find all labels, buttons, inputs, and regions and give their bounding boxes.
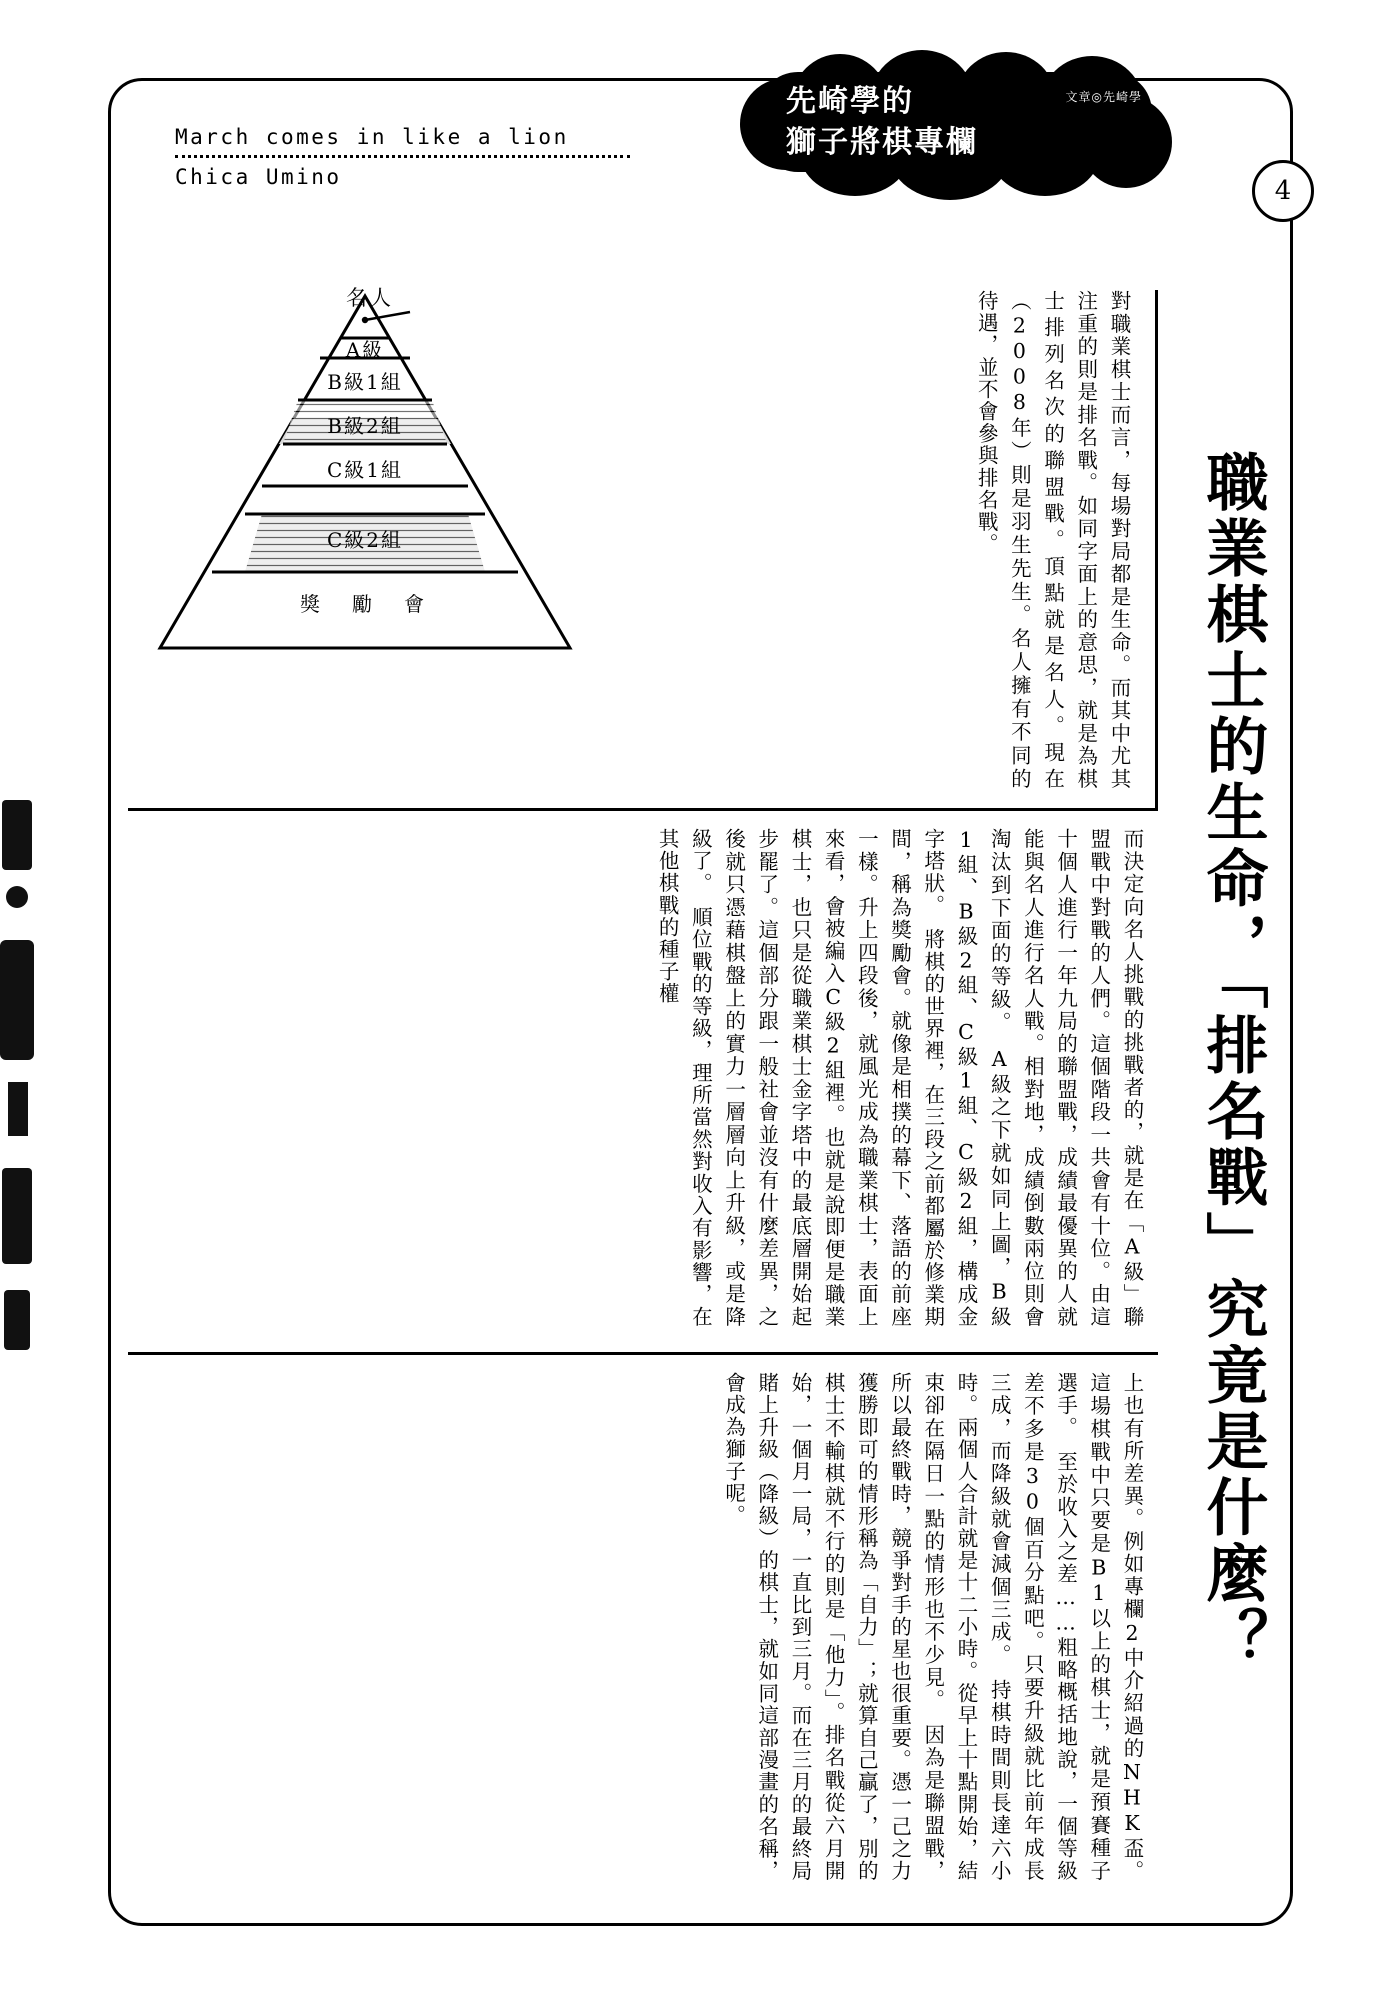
series-title-line1: March comes in like a lion xyxy=(175,125,569,149)
pyramid-tier-a: A級 xyxy=(345,338,385,362)
column-logo xyxy=(740,52,1170,192)
body-block-3: 上也有所差異。例如專欄2中介紹過的NHK盃。這場棋戰中只要是B1以上的棋士，就是預賽種子選手。 至於收入之差……粗略概括地說，一個等級差不多是30個百分點吧。只要升級就比前年成長三成，而降級就會減個三成。 持棋時間則長達六小時。兩個人合計就是十二小時。從早上十點開始，結束卻在隔日一點的情形也不少見。 因為是聯盟戰，所以最終戰時，競爭對手的星也很重要。憑一己之力獲勝即可的情形稱為「自力」；就算自己贏了，別的棋士不輸棋就不行的則是「他力」。排名戰從六月開始，一個月一局，一直比到三月。而在三月的最終局賭上升級（降級）的棋士，就如同這部漫畫的名稱，會成為獅子呢。 xyxy=(721,1372,1144,1882)
body-block-2: 而決定向名人挑戰的挑戰者的，就是在「A級」聯盟戰中對戰的人們。這個階段一共會有十位。由這十個人進行一年九局的聯盟戰，成績最優異的人就能與名人進行名人戰。相對地，成績倒數兩位則會淘汰到下面的等級。 A級之下就如同上圖，B級1組、B級2組、C級1組、C級2組，構成金字塔狀。 將棋的世界裡，在三段之前都屬於修業期間，稱為獎勵會。就像是相撲的幕下、落語的前座一樣。升上四段後，就風光成為職業棋士，表面上來看，會被編入C級2組裡。也就是說即便是職業棋士，也只是從職業棋士金字塔中的最底層開始起步罷了。這個部分跟一般社會並沒有什麼差異，之後就只憑藉棋盤上的實力一層層向上升級，或是降級了。 順位戰的等級，理所當然對收入有影響，在其他棋戰的種子權 xyxy=(655,828,1144,1328)
ranking-pyramid-diagram xyxy=(150,282,580,672)
logo-title-line2: 獅子將棋專欄 xyxy=(786,124,978,160)
pyramid-label-apex: 名人 xyxy=(346,286,394,310)
series-title-latin xyxy=(175,125,645,189)
pyramid-tier-c2: C級2組 xyxy=(326,528,404,552)
pyramid-tier-b2: B級2組 xyxy=(327,414,403,438)
column-divider xyxy=(1155,290,1158,810)
page-edge-artwork xyxy=(0,790,36,1410)
section-divider-2 xyxy=(128,1352,1158,1355)
pyramid-tier-shoreikai: 獎 勵 會 xyxy=(300,592,430,616)
series-author-latin: Chica Umino xyxy=(175,165,342,189)
body-block-1: 對職業棋士而言，每場對局都是生命。而其中尤其注重的則是排名戰。如同字面上的意思，就是為棋士排列名次的聯盟戰。頂點就是名人。現在（2008年）則是羽生先生。名人擁有不同的待遇，並不會參與排名戰。 xyxy=(974,290,1131,790)
page-number: 4 xyxy=(1252,160,1314,222)
section-divider-1 xyxy=(128,808,1158,811)
dotted-divider xyxy=(175,155,630,158)
logo-byline: 文章◎先崎學 xyxy=(1065,90,1142,104)
article-headline: 職業棋士的生命，「排名戰」究竟是什麼？ xyxy=(1196,450,1269,1673)
pyramid-tier-b1: B級1組 xyxy=(327,370,403,394)
pyramid-tier-c1: C級1組 xyxy=(326,458,404,482)
logo-title-line1: 先崎學的 xyxy=(786,84,914,119)
